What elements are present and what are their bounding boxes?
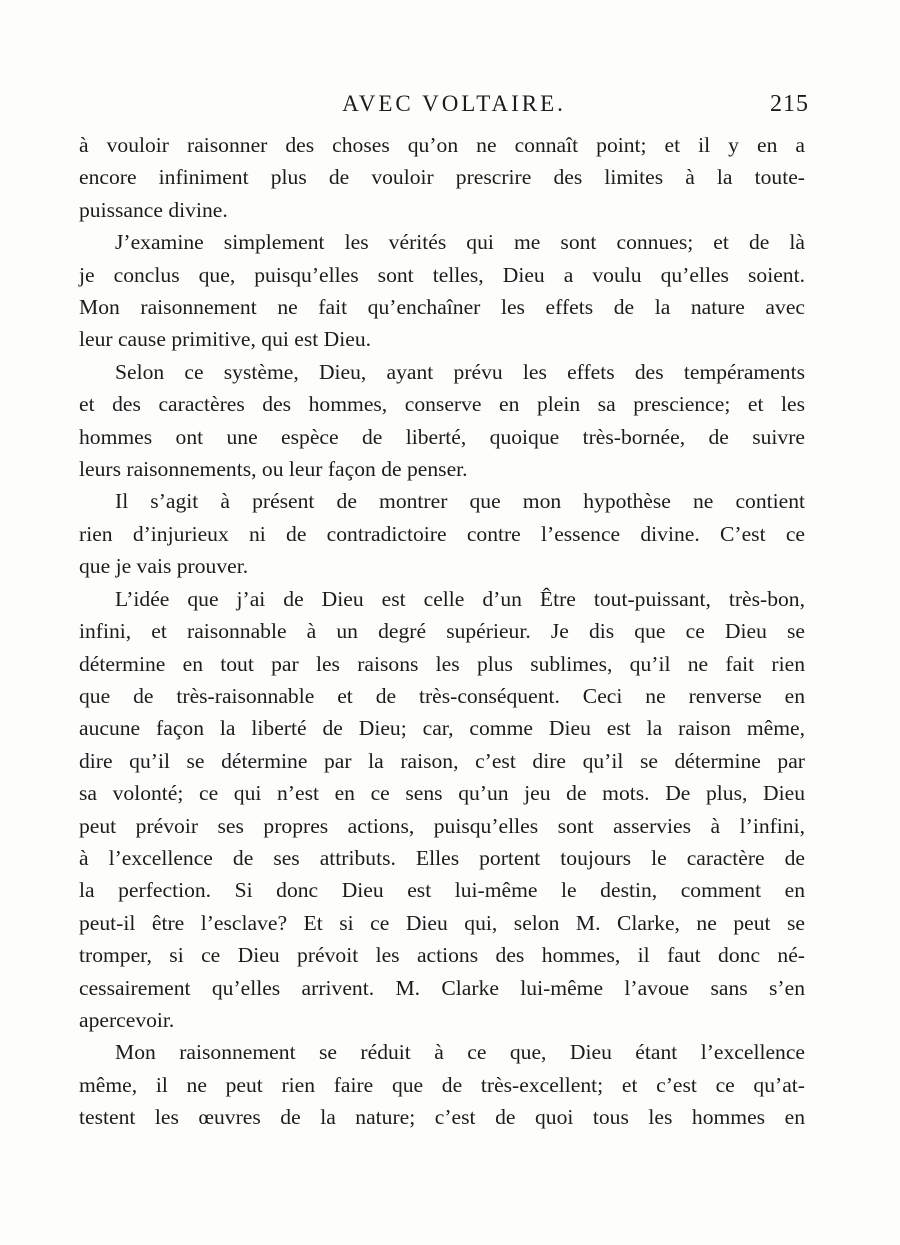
paragraph [79,129,805,226]
text-line: peut-il être l’esclave? Et si ce Dieu qui, selon M. Clarke, ne peut se [79,910,805,935]
paragraph [79,583,805,1037]
text-line: et des caractères des hommes, conserve en plein sa prescience; et les [79,392,805,417]
text-line: je conclus que, puisqu’elles sont telles, Dieu a voulu qu’elles soient. [79,262,805,287]
text-line: hommes ont une espèce de liberté, quoique très-bornée, de suivre [79,424,805,449]
page-header [79,86,809,122]
text-line: infini, et raisonnable à un degré supérieur. Je dis que ce Dieu se [79,619,805,644]
paragraph [79,226,805,356]
running-title: AVEC VOLTAIRE. [342,91,566,116]
text-line: peut prévoir ses propres actions, puisqu’elles sont asservies à l’infini, [79,813,805,838]
text-line: Selon ce système, Dieu, ayant prévu les effets des tempéraments [115,359,805,384]
text-line: dire qu’il se détermine par la raison, c’est dire qu’il se détermine par [79,748,805,773]
text-line: détermine en tout par les raisons les plus sublimes, qu’il ne fait rien [79,651,805,676]
paragraph [79,485,805,582]
text-line: à l’excellence de ses attributs. Elles portent toujours le caractère de [79,845,805,870]
text-line: encore infiniment plus de vouloir prescrire des limites à la toute- [79,165,805,190]
text-line: J’examine simplement les vérités qui me sont connues; et de là [115,230,805,255]
text-line: à vouloir raisonner des choses qu’on ne connaît point; et il y en a [79,133,805,157]
text-line: Mon raisonnement se réduit à ce que, Dieu étant l’excellence [115,1040,805,1065]
text-line: testent les œuvres de la nature; c’est de quoi tous les hommes en [79,1105,805,1130]
text-line: même, il ne peut rien faire que de très-excellent; et c’est ce qu’at- [79,1072,805,1097]
text-line: apercevoir. [79,1007,175,1032]
text-line: que de très-raisonnable et de très-conséquent. Ceci ne renverse en [79,683,805,708]
text-line: sa volonté; ce qui n’est en ce sens qu’un jeu de mots. De plus, Dieu [79,781,805,806]
text-line: tromper, si ce Dieu prévoit les actions des hommes, il faut donc né- [79,943,805,968]
text-line: la perfection. Si donc Dieu est lui-même le destin, comment en [79,878,805,903]
page-number: 215 [770,91,809,117]
paragraph [79,1036,805,1133]
text-line: aucune façon la liberté de Dieu; car, comme Dieu est la raison même, [79,716,805,741]
text-line: que je vais prouver. [79,554,249,579]
body-text [79,129,805,1134]
paragraph [79,356,805,486]
text-line: leur cause primitive, qui est Dieu. [79,327,372,352]
text-line: cessairement qu’elles arrivent. M. Clarke lui-même l’avoue sans s’en [79,975,805,1000]
text-line: Mon raisonnement ne fait qu’enchaîner les effets de la nature avec [79,295,805,320]
text-line: Il s’agit à présent de montrer que mon hypothèse ne contient [115,489,805,514]
text-line: L’idée que j’ai de Dieu est celle d’un Être tout-puissant, très-bon, [115,586,805,611]
text-line: leurs raisonnements, ou leur façon de penser. [79,457,468,482]
text-line: puissance divine. [79,197,228,222]
text-line: rien d’injurieux ni de contradictoire contre l’essence divine. C’est ce [79,521,805,546]
